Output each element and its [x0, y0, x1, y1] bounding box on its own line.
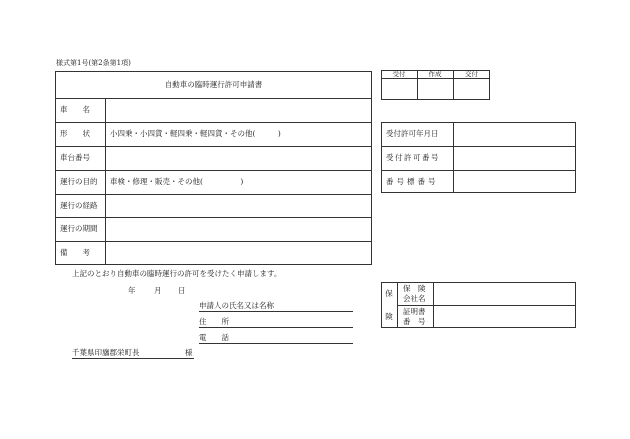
label-purpose: 運行の目的	[60, 177, 98, 187]
date-month: 月	[154, 286, 162, 295]
field-permit-date[interactable]	[458, 122, 574, 146]
field-period[interactable]	[110, 217, 370, 241]
field-shape-options[interactable]: 小四乗・小四貨・軽四乗・軽四貨・その他( )	[110, 129, 281, 139]
stamp-header-received: 受付	[392, 69, 406, 78]
field-permit-number[interactable]	[458, 146, 574, 170]
recipient-honorific: 様	[185, 348, 193, 357]
insurance-side-char-1: 保	[385, 288, 393, 298]
insurance-company-label-2: 会社名	[403, 294, 426, 303]
stamp-header-created: 作成	[428, 69, 442, 78]
column-divider	[453, 122, 454, 193]
applicant-name-label: 申請人の氏名又は名称	[199, 301, 274, 310]
applicant-phone-label: 電 話	[199, 333, 229, 342]
form-title: 自動車の臨時運行許可申請書	[164, 79, 263, 89]
recipient-name: 千葉県印旛郡栄町長	[72, 348, 140, 357]
field-vehicle-name[interactable]	[110, 98, 370, 122]
field-insurance-cert-number[interactable]	[438, 305, 574, 328]
column-divider	[397, 282, 398, 328]
date-year: 年	[128, 286, 136, 295]
label-remarks: 備 考	[60, 248, 90, 258]
label-chassis-number: 車台番号	[60, 153, 90, 163]
insurance-side-char-2: 険	[385, 311, 393, 321]
label-permit-date: 受付許可年月日	[386, 129, 439, 139]
label-shape: 形 状	[60, 129, 90, 139]
application-statement: 上記のとおり自動車の臨時運行の許可を受けたく申請します。	[72, 269, 282, 278]
date-day: 日	[178, 286, 186, 295]
label-vehicle-name: 車 名	[60, 105, 90, 115]
label-permit-number: 受付許可番号	[386, 153, 440, 163]
stamp-header-issued: 交付	[465, 69, 478, 78]
field-route[interactable]	[110, 194, 370, 217]
applicant-name-line[interactable]	[199, 311, 353, 312]
column-divider	[433, 282, 434, 328]
applicant-address-line[interactable]	[199, 327, 353, 328]
insurance-cert-label-1: 証明書	[403, 307, 426, 316]
insurance-company-label-1: 保 険	[403, 284, 426, 293]
applicant-phone-line[interactable]	[199, 343, 353, 344]
field-plate-number[interactable]	[458, 170, 574, 193]
label-route: 運行の経路	[60, 200, 98, 210]
insurance-cert-label-2: 番 号	[403, 317, 426, 326]
stamp-header-divider	[381, 78, 490, 79]
column-divider	[105, 98, 106, 265]
field-chassis-number[interactable]	[110, 146, 370, 170]
recipient-underline	[72, 358, 194, 359]
form-number: 様式第1号(第2条第1項)	[56, 59, 131, 67]
field-remarks[interactable]	[110, 241, 370, 265]
label-plate-number: 番号標番号	[386, 176, 439, 186]
field-purpose-options[interactable]: 車検・修理・販売・その他( )	[110, 177, 244, 187]
applicant-address-label: 住 所	[199, 317, 229, 326]
label-period: 運行の期間	[60, 224, 98, 234]
field-insurance-company[interactable]	[438, 282, 574, 305]
